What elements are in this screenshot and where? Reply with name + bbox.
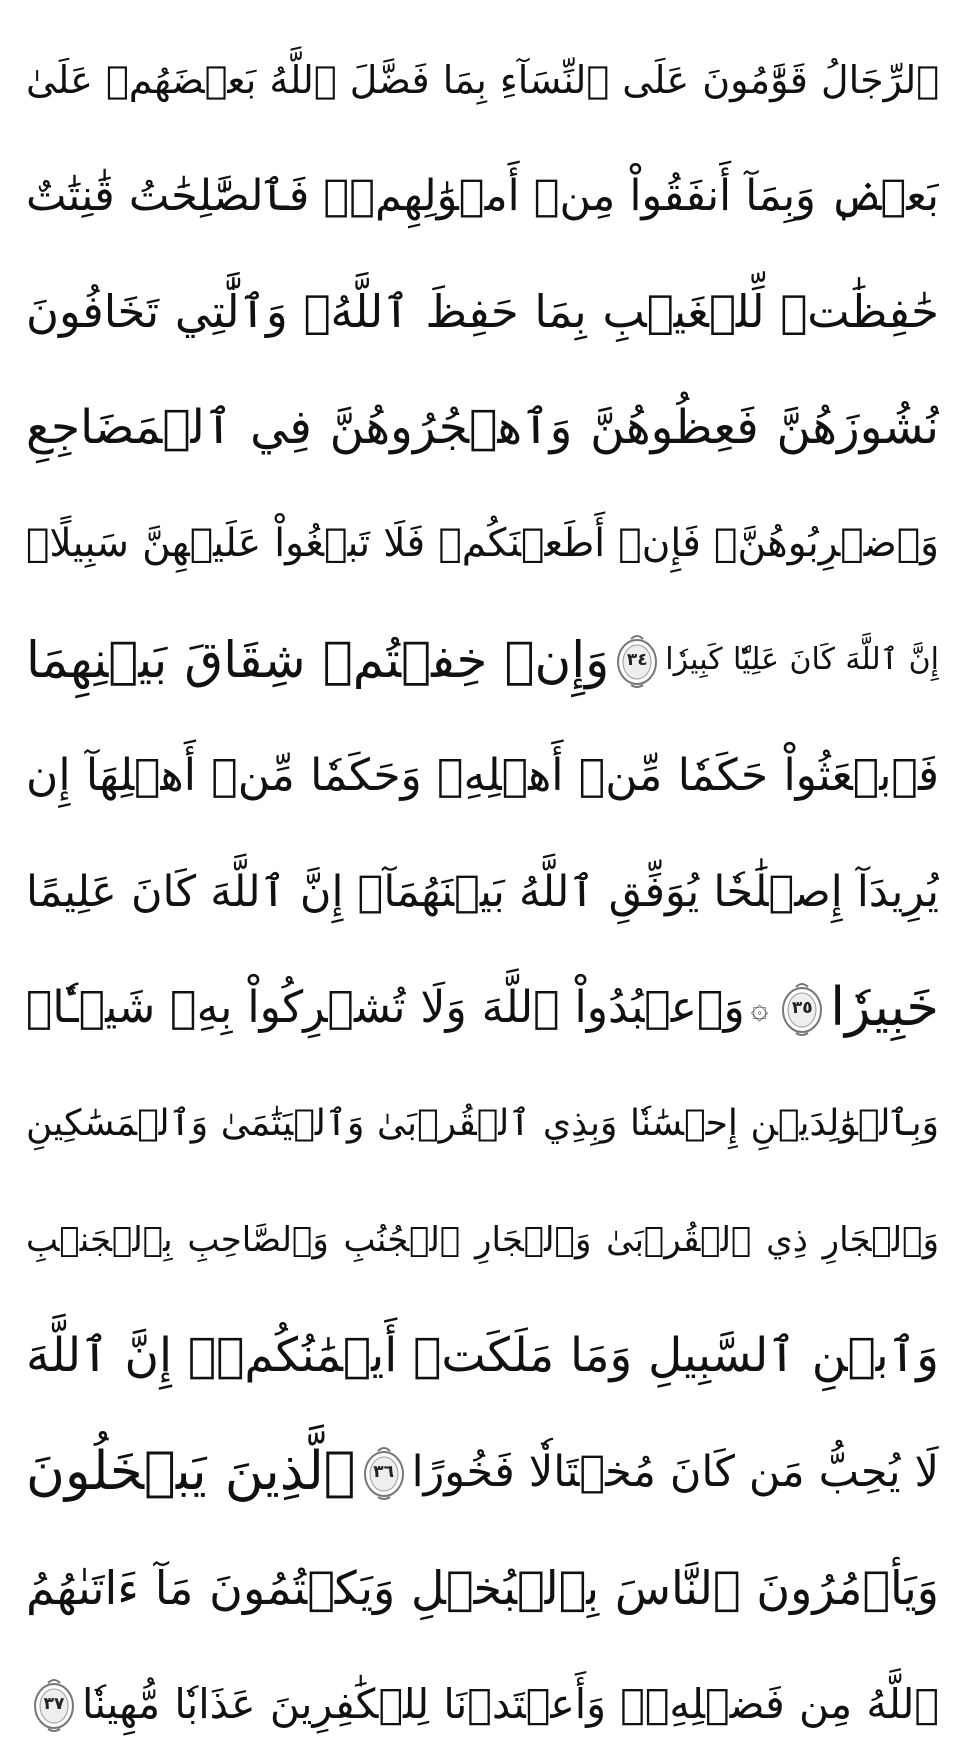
line-text: حَٰفِظَٰتٞ لِّلۡغَيۡبِ بِمَا حَفِظَ ٱللَّهُۚ وَٱلَّٰتِي تَخَافُونَ [26,285,939,338]
verse-line-1 [22,22,943,138]
verse-line-6 [22,602,943,718]
line-text: لَا يُحِبُّ مَن كَانَ مُخۡتَالٗا فَخُورًا [411,1447,939,1497]
line-text: وَٱلۡجَارِ ذِي ٱلۡقُرۡبَىٰ وَٱلۡجَارِ ٱلۡجُنُبِ وَٱلصَّاحِبِ بِٱلۡجَنۢبِ [26,1220,939,1260]
verse-line-12 [22,1298,943,1414]
line-text: ٱلرِّجَالُ قَوَّٰمُونَ عَلَى ٱلنِّسَآءِ بِمَا فَضَّلَ ٱللَّهُ بَعۡضَهُمۡ عَلَىٰ [26,58,939,102]
verse-line-3 [22,254,943,370]
verse-line-4 [22,370,943,486]
verse-line-13 [22,1414,943,1530]
line-text: خَبِيرٗا [830,977,939,1038]
line-text: وَٱضۡرِبُوهُنَّۖ فَإِنۡ أَطَعۡنَكُمۡ فَلَا تَبۡغُواْ عَلَيۡهِنَّ سَبِيلًاۗ [26,521,939,566]
line-text: وَٱبۡنِ ٱلسَّبِيلِ وَمَا مَلَكَتۡ أَيۡمَٰنُكُمۡۗ إِنَّ ٱللَّهَ [26,1328,939,1383]
line-text: وَبِٱلۡوَٰلِدَيۡنِ إِحۡسَٰنٗا وَبِذِي ٱلۡقُرۡبَىٰ وَٱلۡيَتَٰمَىٰ وَٱلۡمَسَٰكِينِ [26,1103,939,1144]
ayah-number: ٣٦ [373,1462,394,1482]
ayah-end-marker [362,1443,406,1501]
verse-line-9 [22,950,943,1066]
verse-line-14 [22,1530,943,1646]
verse-line-10 [22,1066,943,1182]
ayah-end-marker [615,631,659,689]
verse-line-8 [22,834,943,950]
verse-line-15 [22,1646,943,1762]
line-text: بَعۡضٖ وَبِمَآ أَنفَقُواْ مِنۡ أَمۡوَٰلِهِمۡۚ فَٱلصَّٰلِحَٰتُ قَٰنِتَٰتٌ [26,171,939,221]
line-text: إِنَّ ٱللَّهَ كَانَ عَلِيّٗا كَبِيرٗا [665,642,939,677]
verse-line-5 [22,486,943,602]
line-text: فَٱبۡعَثُواْ حَكَمٗا مِّنۡ أَهۡلِهِۦ وَحَكَمٗا مِّنۡ أَهۡلِهَآ إِن [26,750,939,801]
hizb-star-icon: ۞ [750,990,769,1026]
ayah-number: ٣٥ [791,998,813,1018]
verse-line-7 [22,718,943,834]
line-text: ٱللَّهُ مِن فَضۡلِهِۦۗ وَأَعۡتَدۡنَا لِلۡكَٰفِرِينَ عَذَابٗا مُّهِينٗا [82,1680,939,1728]
ayah-number: ٣٤ [626,650,648,670]
line-text: نُشُوزَهُنَّ فَعِظُوهُنَّ وَٱهۡجُرُوهُنَّ فِي ٱلۡمَضَاجِعِ [26,400,939,455]
line-text: وَيَأۡمُرُونَ ٱلنَّاسَ بِٱلۡبُخۡلِ وَيَكۡتُمُونَ مَآ ءَاتَىٰهُمُ [26,1561,939,1615]
ayah-end-marker [780,979,824,1037]
line-text: ٱلَّذِينَ يَبۡخَلُونَ [26,1441,356,1502]
ayah-number: ٣٧ [43,1694,65,1714]
line-text: يُرِيدَآ إِصۡلَٰحٗا يُوَفِّقِ ٱللَّهُ بَيۡنَهُمَآۗ إِنَّ ٱللَّهَ كَانَ عَلِيمًا [26,867,939,917]
verse-line-2 [22,138,943,254]
line-text: وَإِنۡ خِفۡتُمۡ شِقَاقَ بَيۡنِهِمَا [26,631,610,689]
verse-line-11 [22,1182,943,1298]
ayah-end-marker [32,1675,76,1733]
line-text: وَٱعۡبُدُواْ ٱللَّهَ وَلَا تُشۡرِكُواْ بِهِۦ شَيۡـٔٗاۖ [26,982,745,1033]
